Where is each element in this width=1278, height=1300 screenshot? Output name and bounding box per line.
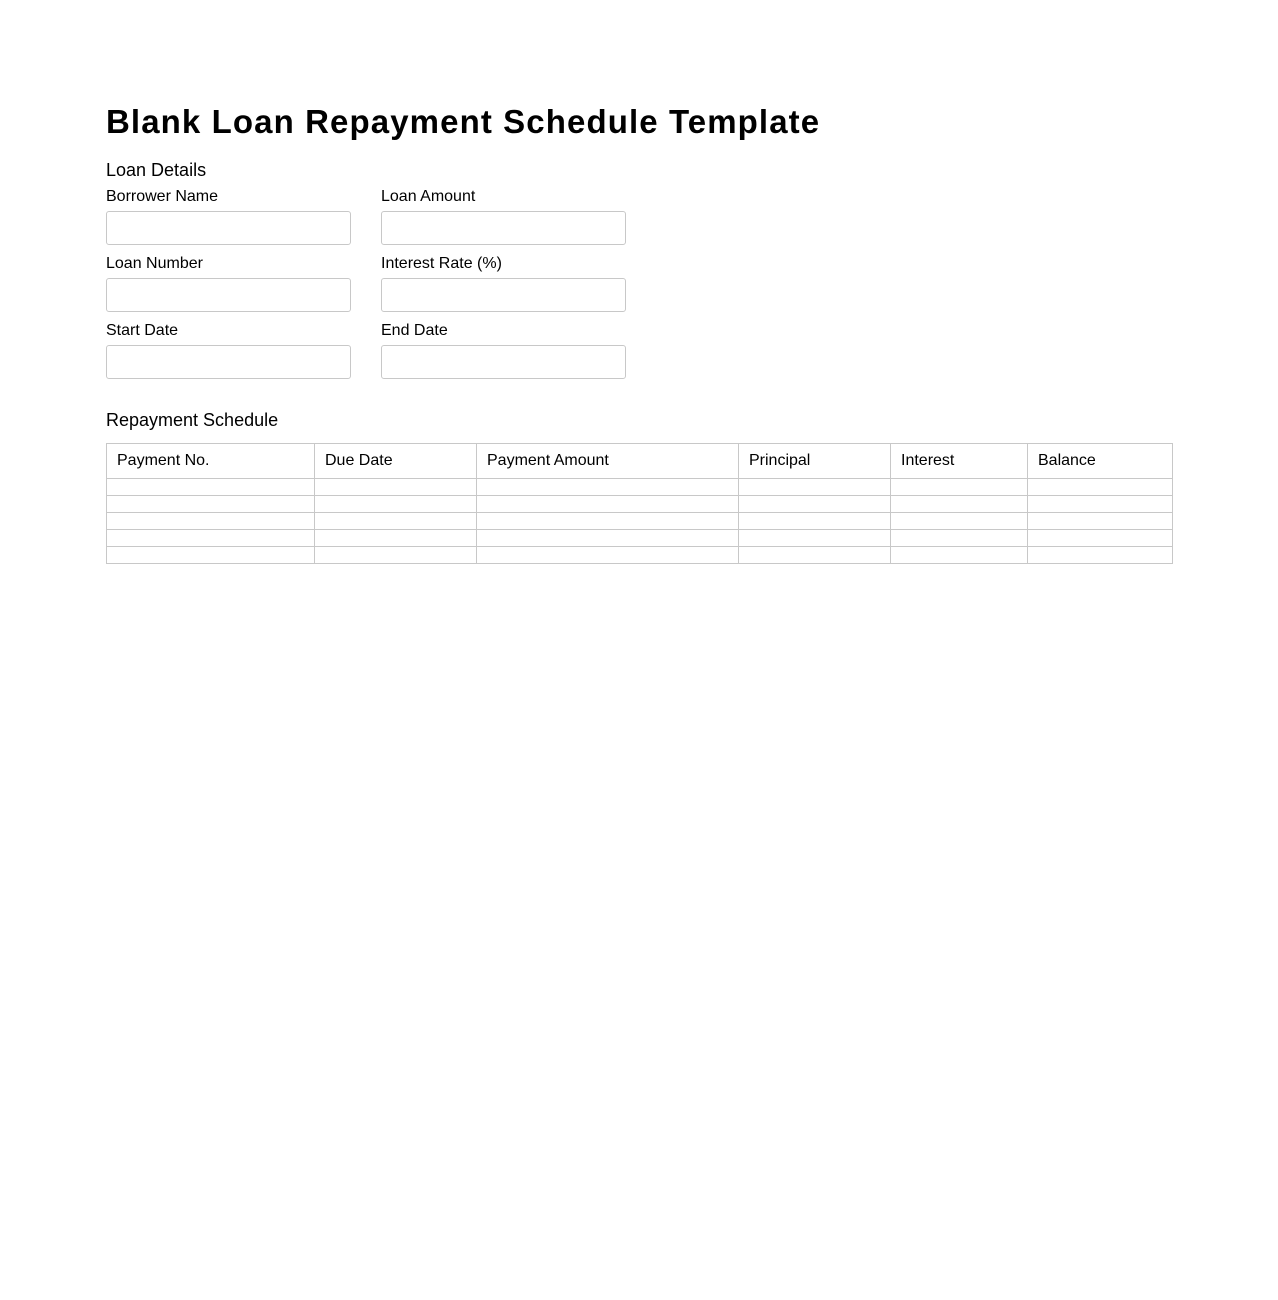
borrower-name-label: Borrower Name (106, 188, 219, 205)
column-header-interest: Interest (891, 444, 1028, 479)
table-cell-principal[interactable] (739, 479, 891, 496)
table-cell-payment-amount[interactable] (477, 513, 739, 530)
table-cell-balance[interactable] (1028, 530, 1173, 547)
table-cell-balance[interactable] (1028, 547, 1173, 564)
table-cell-principal[interactable] (739, 496, 891, 513)
table-cell-payment-amount[interactable] (477, 530, 739, 547)
start-date-input[interactable] (106, 345, 351, 379)
page-title: Blank Loan Repayment Schedule Template (106, 103, 821, 140)
schedule-body (107, 479, 1173, 564)
start-date-label: Start Date (106, 322, 179, 339)
table-cell-balance[interactable] (1028, 496, 1173, 513)
end-date-field (381, 322, 626, 379)
table-cell-payment-amount[interactable] (477, 479, 739, 496)
table-cell-principal[interactable] (739, 513, 891, 530)
column-header-payment-amount: Payment Amount (477, 444, 739, 479)
interest-rate-label: Interest Rate (%) (381, 255, 502, 272)
table-cell-interest[interactable] (891, 530, 1028, 547)
start-date-field (106, 322, 351, 379)
table-cell-payment-no[interactable] (107, 513, 315, 530)
table-cell-interest[interactable] (891, 479, 1028, 496)
column-header-due-date: Due Date (315, 444, 477, 479)
table-cell-payment-no[interactable] (107, 530, 315, 547)
end-date-input[interactable] (381, 345, 626, 379)
loan-amount-field (381, 188, 626, 245)
loan-amount-input[interactable] (381, 211, 626, 245)
table-cell-payment-amount[interactable] (477, 547, 739, 564)
table-row (107, 496, 1173, 513)
table-cell-due-date[interactable] (315, 547, 477, 564)
table-cell-interest[interactable] (891, 513, 1028, 530)
table-row (107, 479, 1173, 496)
borrower-name-input[interactable] (106, 211, 351, 245)
loan-number-input[interactable] (106, 278, 351, 312)
loan-details-heading: Loan Details (106, 160, 207, 180)
table-cell-interest[interactable] (891, 496, 1028, 513)
repayment-schedule-table (106, 443, 1173, 564)
table-cell-due-date[interactable] (315, 513, 477, 530)
table-row (107, 547, 1173, 564)
table-cell-balance[interactable] (1028, 479, 1173, 496)
end-date-label: End Date (381, 322, 448, 339)
column-header-payment-no: Payment No. (107, 444, 315, 479)
table-cell-payment-amount[interactable] (477, 496, 739, 513)
borrower-name-field (106, 188, 351, 245)
interest-rate-input[interactable] (381, 278, 626, 312)
table-cell-payment-no[interactable] (107, 479, 315, 496)
table-row (107, 530, 1173, 547)
column-header-balance: Balance (1028, 444, 1173, 479)
table-cell-principal[interactable] (739, 530, 891, 547)
table-cell-principal[interactable] (739, 547, 891, 564)
table-header-row (107, 444, 1173, 479)
loan-number-label: Loan Number (106, 255, 203, 272)
table-cell-due-date[interactable] (315, 479, 477, 496)
table-cell-due-date[interactable] (315, 530, 477, 547)
table-cell-payment-no[interactable] (107, 547, 315, 564)
loan-amount-label: Loan Amount (381, 188, 476, 205)
table-cell-interest[interactable] (891, 547, 1028, 564)
repayment-schedule-heading: Repayment Schedule (106, 410, 279, 430)
table-cell-due-date[interactable] (315, 496, 477, 513)
column-header-principal: Principal (739, 444, 891, 479)
table-cell-balance[interactable] (1028, 513, 1173, 530)
table-cell-payment-no[interactable] (107, 496, 315, 513)
interest-rate-field (381, 255, 626, 312)
table-row (107, 513, 1173, 530)
loan-number-field (106, 255, 351, 312)
